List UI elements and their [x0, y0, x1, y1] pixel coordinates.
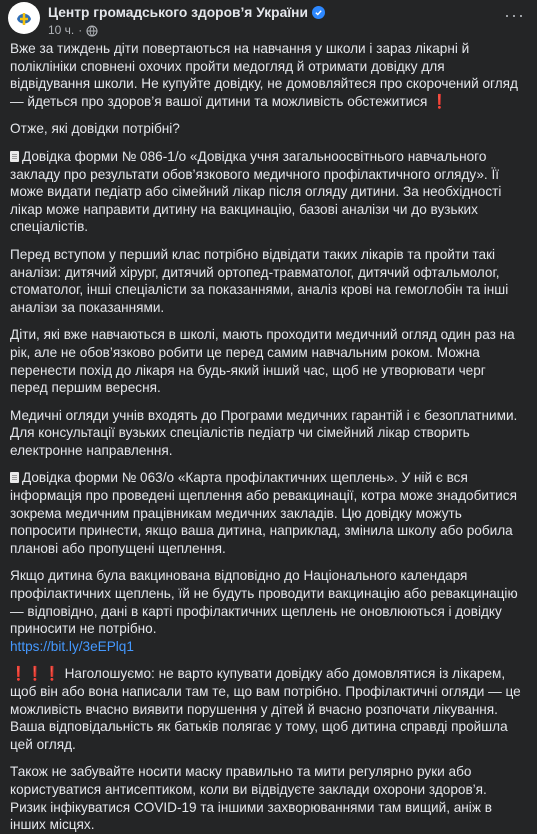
more-options-button[interactable]: ··· [504, 5, 525, 25]
post-paragraph: Також не забувайте носити маску правильно та мити регулярно руки або користуватися антисептиком, коли ви відвідуєте заклади охорони здоров’я. Ризик інфікуватися COVID-19 та іншими захворюваннями там вищий, аніж в інших місцях. [10, 764, 492, 833]
ukraine-phc-logo-icon [9, 3, 39, 33]
post-paragraph: Довідка форми № 086-1/о «Довідка учня загальноосвітнього навчального закладу про результати обов’язкового медичного профілактичного огляду». Її може видати педіатр або сімейний лікар після огляду дитини. За необхідності лікар може направити дитину на вакцинацію, базові аналізи чи до вузьких спеціалістів. [10, 148, 502, 235]
short-link[interactable]: https://bit.ly/3eEPlq1 [10, 638, 134, 654]
document-icon [10, 151, 19, 162]
dot-separator: · [78, 23, 83, 37]
page-avatar[interactable] [8, 2, 40, 34]
post-paragraph: Медичні огляди учнів входять до Програми медичних гарантій і є безоплатними. Для консультації вузьких спеціалістів педіатр чи сімейний лікар створить електронне направлення. [10, 407, 518, 458]
post-timestamp[interactable]: 10 ч. [48, 23, 75, 37]
post-paragraph: ❗❗❗ Наголошуємо: не варто купувати довідку або домовлятися із лікарем, щоб він або вона написали там те, що вам потрібно. Профілактичні огляди — це можливість вчасно виявити порушення у дітей й вчасно розпочати лікування. Ваша відповідальність як батьків полягає у тому, щоб дитина справді пройшла цей огляд. [10, 666, 521, 752]
exclamation-icon: ❗ [431, 93, 449, 109]
post-header [0, 0, 537, 40]
post-body [0, 40, 537, 834]
verified-badge-icon [312, 6, 325, 19]
page-name-link[interactable]: Центр громадського здоров’я України [48, 5, 308, 20]
exclamation-icon: ❗❗❗ [10, 666, 61, 682]
post-paragraph: Отже, які довідки потрібні? [10, 121, 180, 137]
post-paragraph: Перед вступом у перший клас потрібно відвідати таких лікарів та пройти такі аналізи: дитячий хірург, дитячий ортопед-травматолог, дитячий офтальмолог, стоматолог, інші спеціалісти за показаннями, аналіз крові на гемоглобін та інші аналізи за показаннями. [10, 246, 509, 315]
post-paragraph: Діти, які вже навчаються в школі, мають проходити медичний огляд один раз на рік, але не обов’язково робити це перед самим навчальним роком. Можна перенести похід до лікаря на будь-який інший час, щоб не утворювати черг перед першим вересня. [10, 327, 515, 396]
document-icon [10, 472, 19, 483]
post-paragraph: Якщо дитина була вакцинована відповідно до Національного календаря профілактичних щеплень, їй не будуть проводити вакцинацію або ревакцинацію — відповідно, дані в карті профілактичних щеплень не оновлюються і довідку приносити не потрібно. https://bit.ly/3eEPlq1 [10, 568, 518, 654]
post-paragraph: Довідка форми № 063/о «Карта профілактичних щеплень». У ній є вся інформація про проведені щеплення або ревакцинації, котра може знадобитися зокрема медичним працівникам медичних закладів. Цю довідку можуть попросити принести, якщо ваша дитина, наприклад, змінила школу або робила планові або пропущені щеплення. [10, 470, 517, 556]
globe-icon[interactable] [86, 25, 98, 37]
post-paragraph: Вже за тиждень діти повертаються на навчання у школи і зараз лікарні й поліклініки сповнені охочих пройти медогляд й отримати довідку для відвідування школи. Не купуйте довідку, не домовляйтеся про скорочений огляд — йдеться про здоров’я вашої дитини та можливість обстежитися ❗ [10, 41, 518, 109]
